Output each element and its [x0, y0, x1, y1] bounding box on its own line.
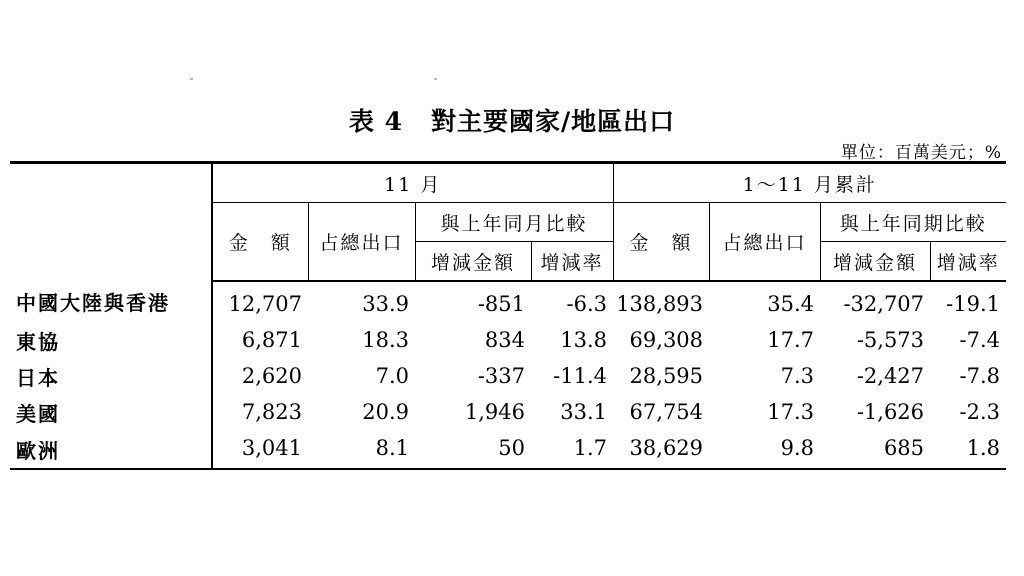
region-label: 東協 [10, 322, 212, 358]
cum-amount-cell: 138,893 [616, 292, 704, 316]
month-change-cell: 834 [484, 328, 525, 352]
region-label: 中國大陸與香港 [10, 281, 212, 322]
month-amount-cell: 12,707 [228, 292, 302, 316]
month-change-rate-header: 增減率 [531, 242, 613, 282]
month-share-cell: 8.1 [308, 430, 415, 469]
month-amount-cell: 6,871 [241, 328, 302, 352]
cum-amount-cell: 67,754 [629, 400, 704, 424]
region-header-cell [10, 163, 212, 282]
table-title [0, 102, 1024, 138]
cum-rate-cell: -19.1 [946, 292, 1001, 316]
region-label: 日本 [10, 358, 212, 394]
region-label: 美國 [10, 394, 212, 430]
scan-speck [190, 78, 193, 80]
table-row [10, 322, 1006, 358]
month-change-cell: 50 [415, 430, 531, 469]
month-change-cell: 1,946 [464, 400, 525, 424]
month-amount-cell: 2,620 [241, 364, 302, 388]
cum-change-rate-header: 增減率 [930, 242, 1006, 282]
cum-share-cell: 35.4 [767, 292, 815, 316]
month-change-amount-header: 增減金額 [415, 242, 531, 282]
scan-speck [434, 78, 437, 80]
cum-share-cell: 17.7 [767, 328, 815, 352]
cum-change-cell: -1,626 [856, 400, 925, 424]
region-label: 歐洲 [10, 430, 212, 469]
cum-amount-cell: 28,595 [629, 364, 704, 388]
cum-change-amount-header: 增減金額 [820, 242, 930, 282]
month-rate-cell: 33.1 [560, 400, 608, 424]
month-share-header: 占總出口 [308, 203, 415, 282]
month-share-cell: 18.3 [362, 328, 409, 352]
month-rate-cell: 13.8 [560, 328, 608, 352]
cum-change-cell: -32,707 [843, 292, 925, 316]
month-rate-cell: -6.3 [566, 292, 608, 316]
table-title-text: 對主要國家/地區出口 [430, 107, 676, 136]
cum-rate-cell: 1.8 [930, 430, 1006, 469]
cum-amount-cell: 69,308 [629, 328, 704, 352]
month-share-cell: 7.0 [375, 364, 409, 388]
table-row [10, 358, 1006, 394]
month-amount-cell: 3,041 [212, 430, 308, 469]
cum-amount-header: 金 額 [613, 203, 709, 282]
month-share-cell: 33.9 [362, 292, 409, 316]
cum-share-cell: 17.3 [767, 400, 815, 424]
month-amount-cell: 7,823 [241, 400, 302, 424]
month-change-cell: -851 [477, 292, 525, 316]
cum-rate-cell: -7.8 [959, 364, 1001, 388]
cum-compare-header: 與上年同期比較 [820, 203, 1006, 242]
unit-note: 單位：百萬美元；% [840, 143, 1002, 163]
export-table [10, 161, 1006, 470]
cum-change-cell: -2,427 [856, 364, 925, 388]
cum-rate-cell: -7.4 [959, 328, 1001, 352]
table-row [10, 394, 1006, 430]
cum-share-cell: 7.3 [780, 364, 815, 388]
month-share-cell: 20.9 [362, 400, 409, 424]
table-row [10, 281, 1006, 322]
month-rate-cell: -11.4 [553, 364, 608, 388]
month-change-cell: -337 [477, 364, 525, 388]
month-header: 11 月 [212, 163, 613, 203]
cum-share-cell: 9.8 [709, 430, 820, 469]
cum-change-cell: 685 [820, 430, 930, 469]
month-compare-header: 與上年同月比較 [415, 203, 613, 242]
table-number: 表 4 [348, 107, 403, 136]
table-row [10, 430, 1006, 469]
cum-rate-cell: -2.3 [959, 400, 1001, 424]
cum-share-header: 占總出口 [709, 203, 820, 282]
cumulative-header: 1～11 月累計 [613, 163, 1006, 203]
month-amount-header: 金 額 [212, 203, 308, 282]
cum-amount-cell: 38,629 [613, 430, 709, 469]
cum-change-cell: -5,573 [856, 328, 925, 352]
month-rate-cell: 1.7 [531, 430, 613, 469]
